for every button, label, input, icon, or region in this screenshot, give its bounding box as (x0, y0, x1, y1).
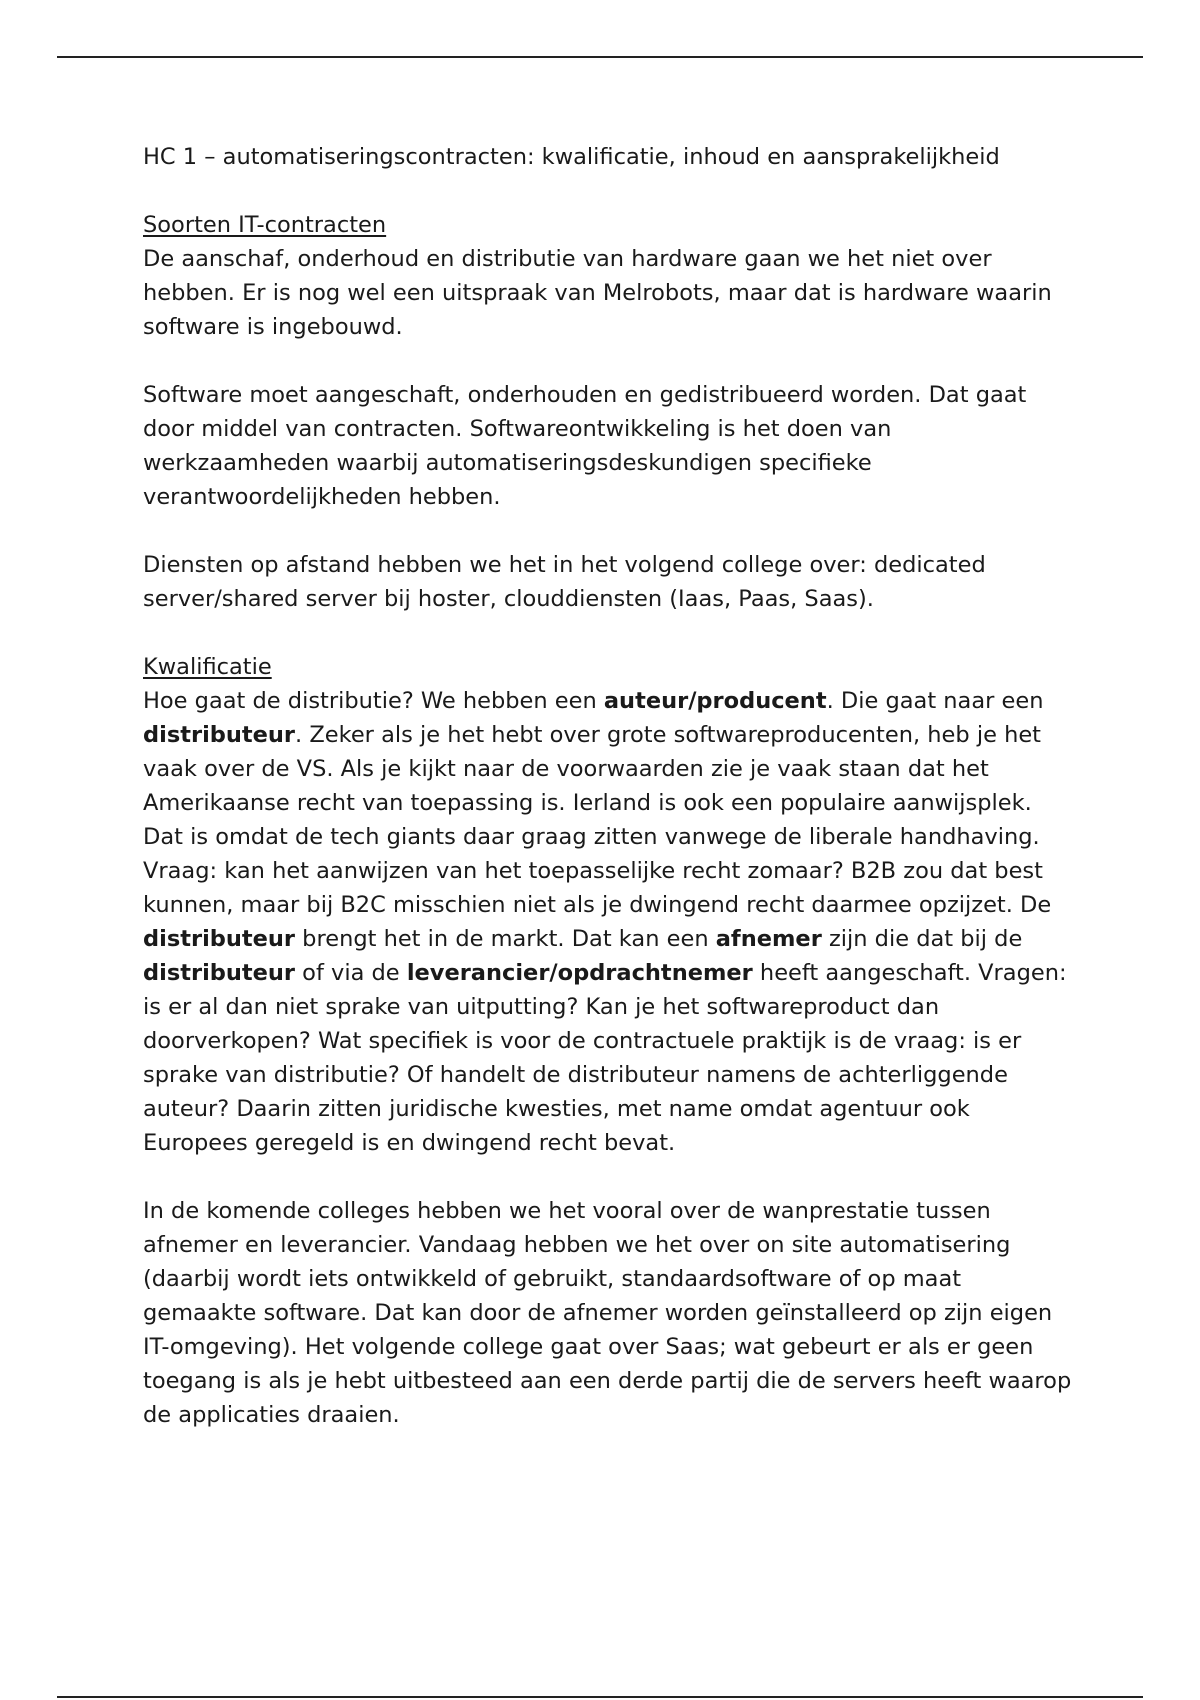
section-soorten (143, 208, 1073, 344)
paragraph: In de komende colleges hebben we het vooral over de wanprestatie tussen afnemer en leverancier. Vandaag hebben we het over on site automatisering (daarbij wordt iets ontwikkeld of gebruikt, standaardsoftware of op maat gemaakte software. Dat kan door de afnemer worden geïnstalleerd op zijn eigen IT-omgeving). Het volgende college gaat over Saas; wat gebeurt er als er geen toegang is als je hebt uitbesteed aan een derde partij die de servers heeft waarop de applicaties draaien. (143, 1198, 1072, 1428)
paragraph-text: brengt het in de markt. Dat kan een (295, 926, 716, 952)
document-body (143, 140, 1073, 1466)
document-title: HC 1 – automatiseringscontracten: kwalificatie, inhoud en aansprakelijkheid (143, 144, 1000, 170)
section-kwalificatie (143, 650, 1073, 1160)
bold-term: distributeur (143, 722, 296, 748)
bold-term: auteur/producent (603, 688, 827, 714)
section-heading: Kwalificatie (143, 654, 272, 680)
paragraph-text: Hoe gaat de distributie? We hebben een (143, 688, 604, 714)
paragraph-text: . Die gaat naar een (826, 688, 1044, 714)
bottom-divider (57, 1696, 1143, 1698)
paragraph: Software moet aangeschaft, onderhouden en gedistribueerd worden. Dat gaat door middel van contracten. Softwareontwikkeling is het doen van werkzaamheden waarbij automatiseringsdeskundigen specifieke verantwoordelijkheden hebben. (143, 382, 1027, 510)
bold-term: distributeur (143, 960, 296, 986)
paragraph-text: . Zeker als je het hebt over grote softwareproducenten, heb je het vaak over de VS. Als je kijkt naar de voorwaarden zie je vaak staan dat het Amerikaanse recht van toepassing is. Ierland is ook een populaire aanwijsplek. Dat is omdat de tech giants daar graag zitten vanwege de liberale handhaving. Vraag: kan het aanwijzen van het toepasselijke recht zomaar? B2B zou dat best kunnen, maar bij B2C misschien niet als je dwingend recht daarmee opzijzet. De (143, 722, 1052, 918)
bold-term: distributeur (143, 926, 296, 952)
paragraph-text: of via de (295, 960, 407, 986)
paragraph-text: heeft aangeschaft. Vragen: is er al dan niet sprake van uitputting? Kan je het softwareproduct dan doorverkopen? Wat specifiek is voor de contractuele praktijk is de vraag: is er sprake van distributie? Of handelt de distributeur namens de achterliggende auteur? Daarin zitten juridische kwesties, met name omdat agentuur ook Europees geregeld is en dwingend recht bevat. (143, 960, 1067, 1156)
bold-term: afnemer (715, 926, 822, 952)
section-heading: Soorten IT-contracten (143, 212, 387, 238)
paragraph: Diensten op afstand hebben we het in het volgend college over: dedicated server/shared server bij hoster, clouddiensten (Iaas, Paas, Saas). (143, 552, 986, 612)
paragraph-text: zijn die dat bij de (821, 926, 1023, 952)
paragraph: De aanschaf, onderhoud en distributie van hardware gaan we het niet over hebben. Er is nog wel een uitspraak van Melrobots, maar dat is hardware waarin software is ingebouwd. (143, 246, 1052, 340)
top-divider (57, 56, 1143, 58)
bold-term: leverancier/opdrachtnemer (406, 960, 753, 986)
